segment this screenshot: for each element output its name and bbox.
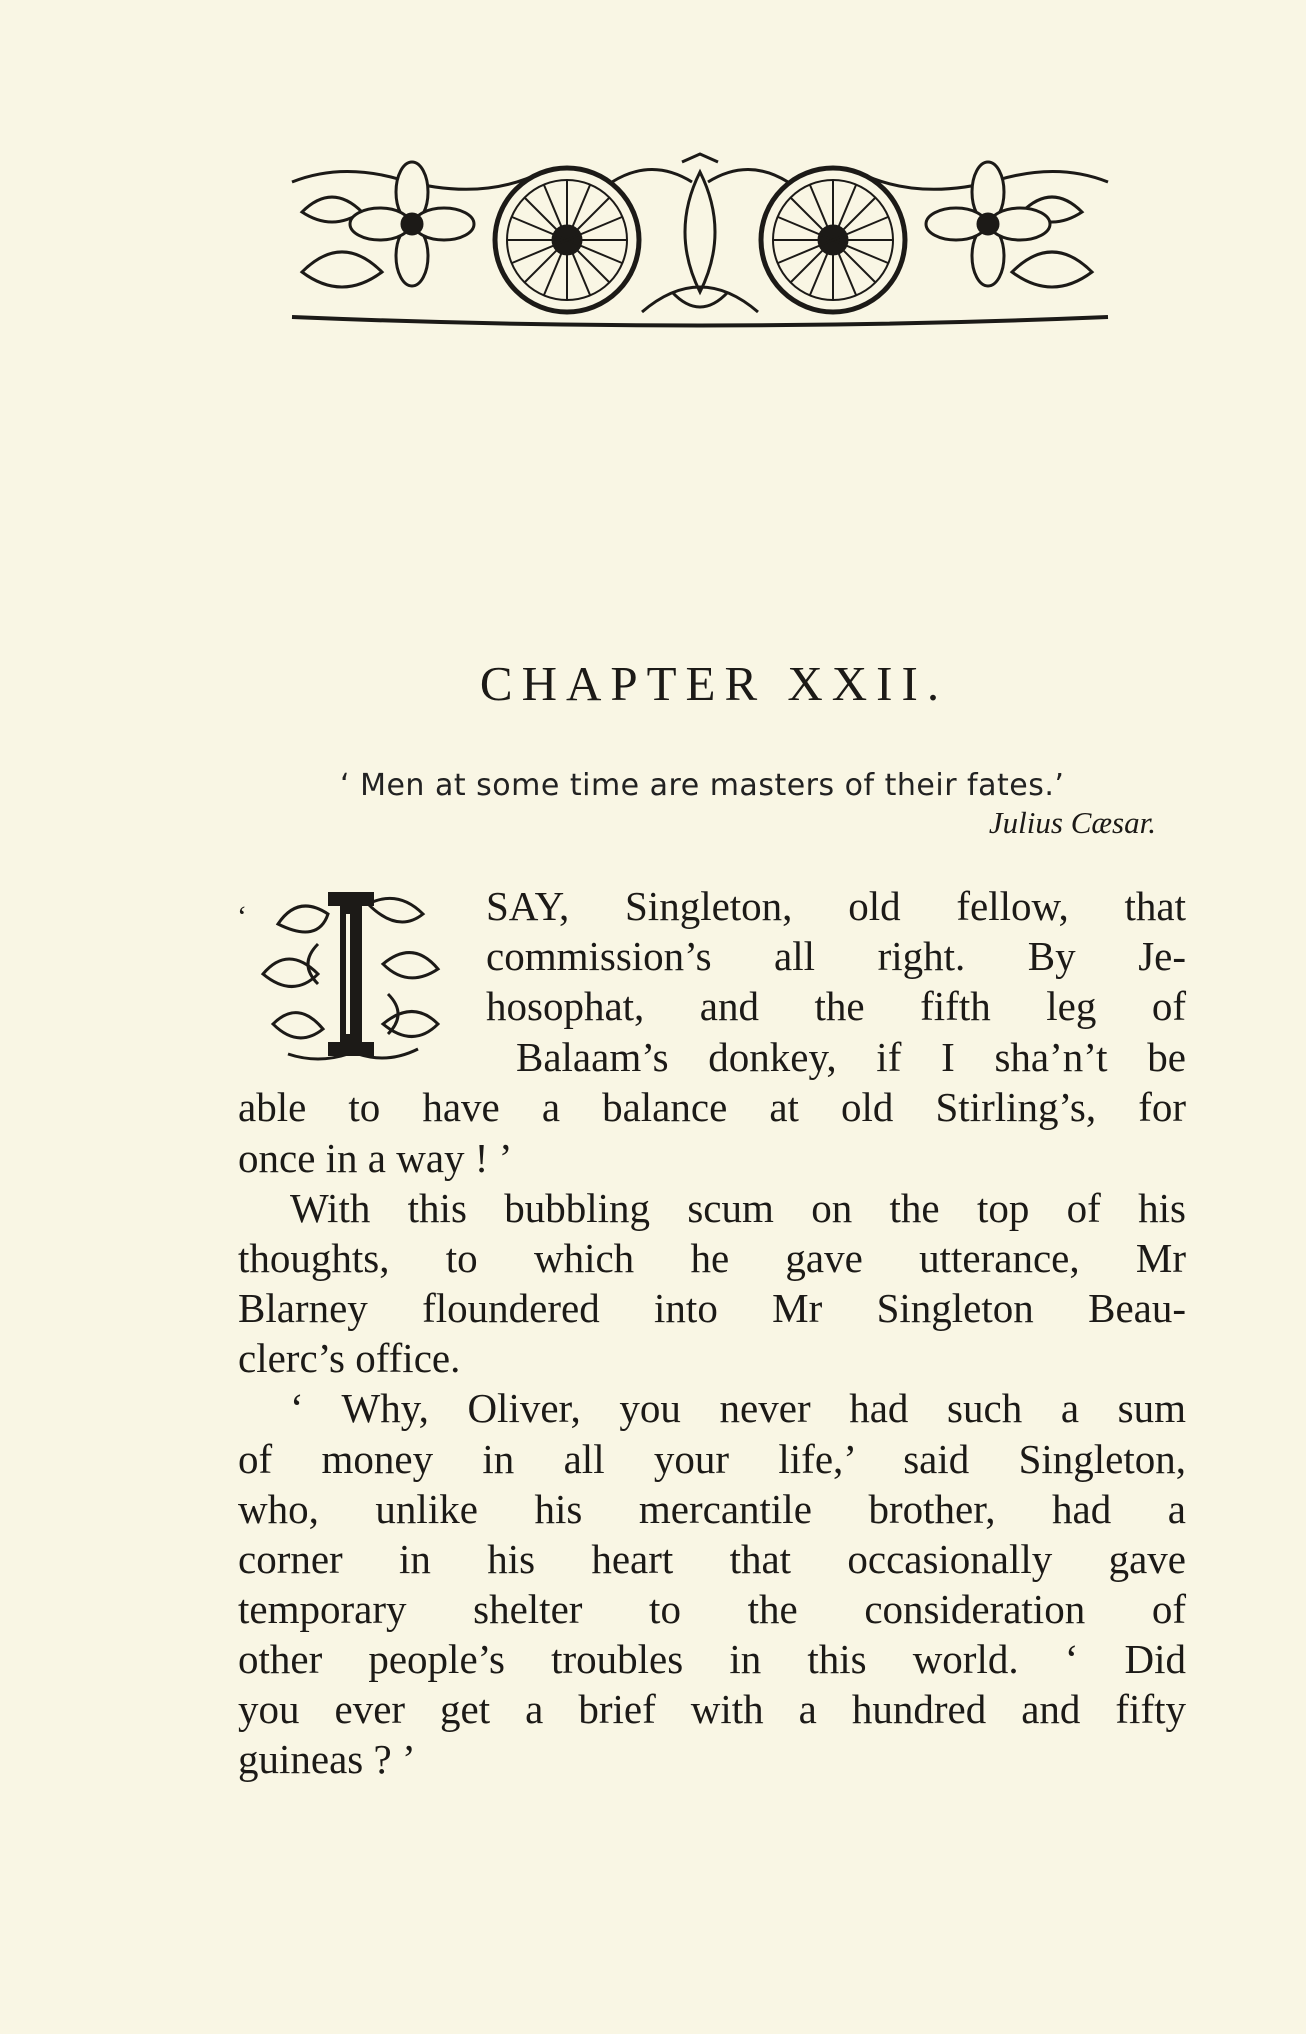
- text-line: thoughts, to which he gave utterance, Mr: [238, 1235, 1186, 1281]
- text-line: of money in all your life,’ said Singleton,: [238, 1436, 1186, 1482]
- text-line: corner in his heart that occasionally gave: [238, 1536, 1186, 1582]
- ornamental-headpiece: [282, 152, 1118, 335]
- text-line: commission’s all right. By Je-: [486, 933, 1186, 979]
- decorated-initial-icon: [258, 884, 444, 1069]
- text-line: able to have a balance at old Stirling’s, for: [238, 1084, 1186, 1130]
- epigraph-quote: ‘ Men at some time are masters of their fates.’: [340, 768, 1065, 803]
- chapter-heading: CHAPTER XXII.: [479, 656, 949, 711]
- text-line: hosophat, and the fifth leg of: [486, 983, 1186, 1029]
- text-line: other people’s troubles in this world. ‘ Did: [238, 1636, 1186, 1682]
- opening-quote-mark: ‘: [237, 900, 247, 933]
- text-line: ‘ Why, Oliver, you never had such a sum: [290, 1385, 1186, 1431]
- text-line: clerc’s office.: [238, 1335, 461, 1381]
- text-line: guineas ? ’: [238, 1736, 416, 1782]
- text-line: who, unlike his mercantile brother, had a: [238, 1486, 1186, 1532]
- text-line: once in a way ! ’: [238, 1135, 513, 1181]
- text-line: Blarney floundered into Mr Singleton Beau-: [238, 1285, 1186, 1331]
- text-line: Balaam’s donkey, if I sha’n’t be: [516, 1034, 1186, 1080]
- text-line: you ever get a brief with a hundred and fifty: [238, 1686, 1186, 1732]
- epigraph-source: Julius Cæsar.: [988, 805, 1156, 840]
- text-line: temporary shelter to the consideration of: [238, 1586, 1186, 1632]
- text-line: SAY, Singleton, old fellow, that: [486, 883, 1186, 929]
- text-line: With this bubbling scum on the top of his: [290, 1185, 1186, 1231]
